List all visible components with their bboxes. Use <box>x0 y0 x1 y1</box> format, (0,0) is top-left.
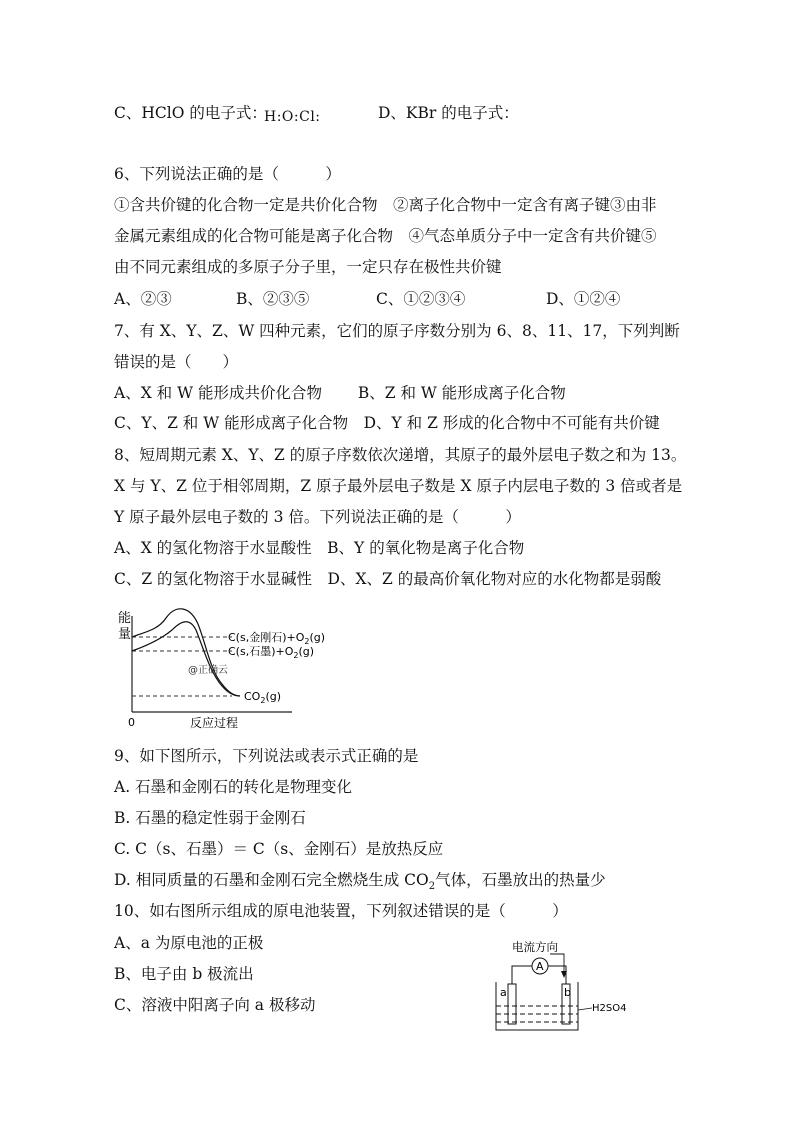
electrode-a <box>508 984 516 1024</box>
electrode-a-label: a <box>500 986 507 999</box>
graphite-level-label: C(s,石墨)$+O_2(g)$ <box>228 645 315 660</box>
q10-option-a: A、a 为原电池的正极 <box>114 934 264 952</box>
q10-stem: 10、如右图所示组成的原电池装置，下列叙述错误的是（ ） <box>114 902 568 920</box>
q6-option-b: B、②③⑤ <box>236 290 310 308</box>
electrolyte-pointer <box>578 1008 592 1010</box>
x-axis-label: 反应过程 <box>190 716 239 730</box>
q7-options-ab: A、X 和 W 能形成共价化合物 B、Z 和 W 能形成离子化合物 <box>114 384 566 402</box>
q10-option-c: C、溶液中阳离子向 a 极移动 <box>114 996 316 1014</box>
q10-option-b: B、电子由 b 极流出 <box>114 965 254 983</box>
origin-label: 0 <box>128 716 135 729</box>
current-direction-label: 电流方向 <box>512 940 558 954</box>
q5-option-c <box>114 102 267 124</box>
q7-stem-line-2: 错误的是（ ） <box>114 353 239 371</box>
q7-options-cd: C、Y、Z 和 W 能形成离子化合物 D、Y 和 Z 形成的化合物中不可能有共价键 <box>114 414 660 432</box>
q9-stem: 9、如下图所示，下列说法或表示式正确的是 <box>114 747 419 765</box>
watermark-text: @正确云 <box>188 665 228 676</box>
energy-diagram <box>110 600 370 732</box>
hclo-electron-formula <box>264 106 321 128</box>
q6-stem: 6、下列说法正确的是（ ） <box>114 165 341 183</box>
diamond-level-label: C(s,金刚石)$+O_2(g)$ <box>228 631 326 646</box>
q6-option-d: D、①②④ <box>546 290 621 308</box>
electrolyte-label: H2SO4 <box>592 1003 627 1014</box>
y-label-char-2: 量 <box>118 627 132 642</box>
q6-option-a: A、②③ <box>114 290 172 308</box>
co2-level-label: $CO_2(g)$ <box>244 690 282 705</box>
q8-stem-line-2: X 与 Y、Z 位于相邻周期，Z 原子最外层电子数是 X 原子内层电子数的 3 倍或者是 <box>114 477 683 495</box>
q5-option-d <box>378 102 519 124</box>
q9-option-c: C. C（s、石墨）＝ C（s、金刚石）是放热反应 <box>114 840 444 858</box>
q6-statement-line-2: 金属元素组成的化合物可能是离子化合物 ④气态单质分子中一定含有共价键⑤ <box>114 227 657 245</box>
q8-options-cd: C、Z 的氢化物溶于水显碱性 D、X、Z 的最高价氧化物对应的水化物都是弱酸 <box>114 570 662 588</box>
hclo-formula-text: H:O:Cl: <box>264 109 321 125</box>
graphite-reaction-curve <box>132 622 240 696</box>
q5-option-c-text: C、HClO 的电子式： <box>114 104 267 122</box>
q9-option-d: D. 相同质量的石墨和金刚石完全燃烧生成 $CO_2$气体，石墨放出的热量少 <box>114 871 606 893</box>
q6-statement-line-3: 由不同元素组成的多原子分子里，一定只存在极性共价键 <box>114 258 502 276</box>
q5-option-d-text: D、KBr 的电子式： <box>378 104 519 122</box>
q8-options-ab: A、X 的氢化物溶于水显酸性 B、Y 的氧化物是离子化合物 <box>114 539 525 557</box>
y-label-char-1: 能 <box>118 611 132 626</box>
q9-option-b: B. 石墨的稳定性弱于金刚石 <box>114 809 306 827</box>
q6-statement-line-1: ①含共价键的化合物一定是共价化合物 ②离子化合物中一定含有离子键③由非 <box>114 196 657 214</box>
q9-option-a: A. 石墨和金刚石的转化是物理变化 <box>114 778 353 796</box>
ammeter-label: A <box>536 960 544 973</box>
electrode-b-label: b <box>564 986 571 999</box>
q7-stem-line-1: 7、有 X、Y、Z、W 四种元素，它们的原子序数分别为 6、8、11、17，下列判断 <box>114 322 680 340</box>
q6-option-c: C、①②③④ <box>376 290 466 308</box>
galvanic-cell-diagram <box>486 938 646 1034</box>
q8-stem-line-1: 8、短周期元素 X、Y、Z 的原子序数依次递增，其原子的最外层电子数之和为 13。 <box>114 446 687 464</box>
q8-stem-line-3: Y 原子最外层电子数的 3 倍。下列说法正确的是（ ） <box>114 508 521 526</box>
